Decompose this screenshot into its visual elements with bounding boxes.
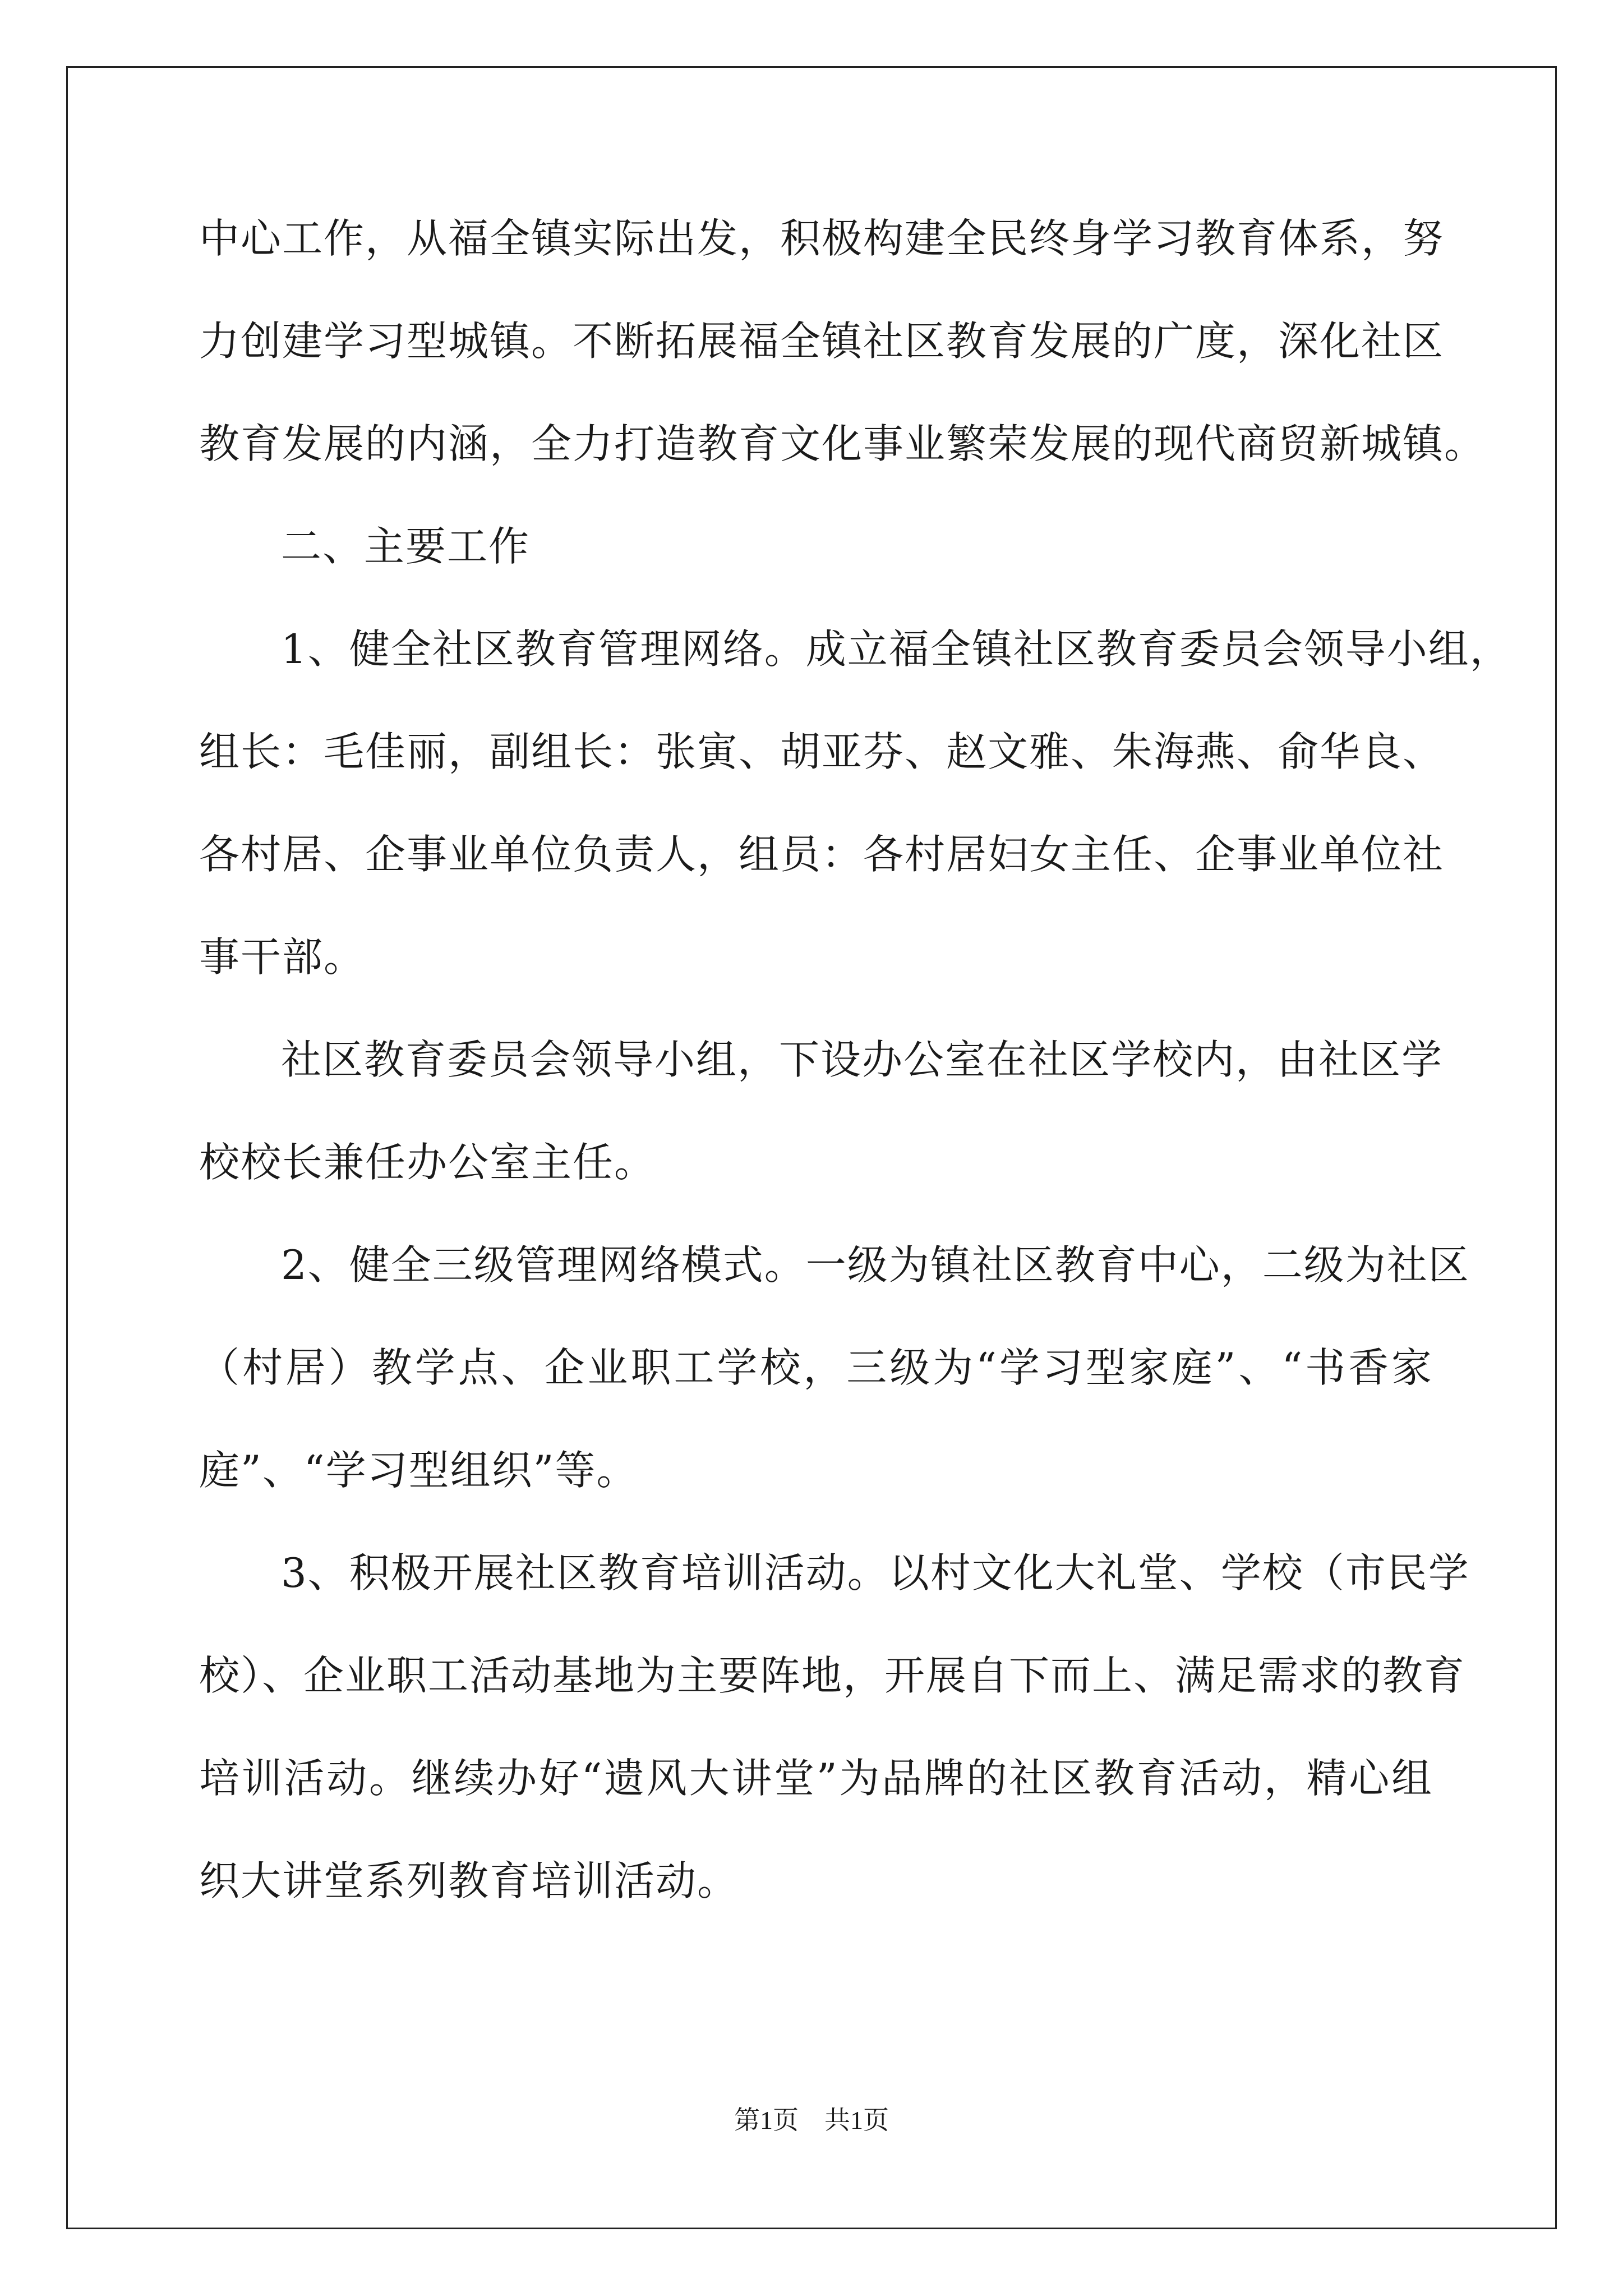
paragraph-line: 校）、企业职工活动基地为主要阵地，开展自下而上、满足需求的教育 <box>199 1652 1466 1699</box>
paragraph-line: 教育发展的内涵，全力打造教育文化事业繁荣发展的现代商贸新城镇。 <box>199 420 1486 467</box>
page-number-footer: 第1页 共1页 <box>734 2106 889 2134</box>
paragraph-line: 社区教育委员会领导小组，下设办公室在社区学校内，由社区学 <box>281 1036 1444 1083</box>
paragraph-line: 中心工作，从福全镇实际出发，积极构建全民终身学习教育体系，努 <box>199 215 1445 262</box>
paragraph-line: 庭”、“学习型组织”等。 <box>199 1447 638 1494</box>
paragraph-line: 力创建学习型城镇。不断拓展福全镇社区教育发展的广度，深化社区 <box>199 318 1445 365</box>
paragraph-line: 校校长兼任办公室主任。 <box>199 1139 656 1186</box>
paragraph-line: 3、积极开展社区教育培训活动。以村文化大礼堂、学校（市民学 <box>281 1549 1470 1596</box>
paragraph-line: 2、健全三级管理网络模式。一级为镇社区教育中心，二级为社区 <box>281 1241 1470 1289</box>
paragraph-line: 培训活动。继续办好“遗风大讲堂”为品牌的社区教育活动，精心组 <box>199 1755 1433 1802</box>
section-heading: 二、主要工作 <box>281 523 531 570</box>
paragraph-line: 织大讲堂系列教育培训活动。 <box>199 1857 739 1904</box>
paragraph-line: 1、健全社区教育管理网络。成立福全镇社区教育委员会领导小组， <box>281 625 1511 673</box>
paragraph-line: 各村居、企事业单位负责人，组员：各村居妇女主任、企事业单位社 <box>199 831 1445 878</box>
paragraph-line: 组长：毛佳丽，副组长：张寅、胡亚芬、赵文雅、朱海燕、俞华良、 <box>199 728 1445 775</box>
paragraph-line: 事干部。 <box>199 933 366 981</box>
paragraph-line: （村居）教学点、企业职工学校，三级为“学习型家庭”、“书香家 <box>199 1344 1433 1391</box>
